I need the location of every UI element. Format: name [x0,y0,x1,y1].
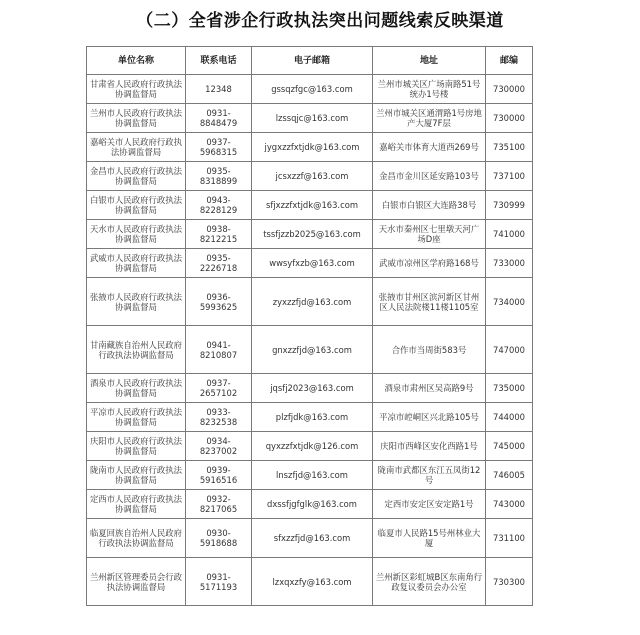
header-address: 地址 [373,47,486,75]
table-row [87,278,533,326]
phone-cell: 0937-2657102 [186,374,252,403]
address-cell: 兰州新区彩虹城B区东南角行政复议委员会办公室 [373,558,486,606]
header-email: 电子邮箱 [252,47,373,75]
unit-cell: 甘南藏族自治州人民政府行政执法协调监督局 [87,326,186,374]
header-phone: 联系电话 [186,47,252,75]
table-row [87,403,533,432]
postcode-cell: 731100 [486,519,533,558]
unit-cell: 武威市人民政府行政执法协调监督局 [87,249,186,278]
address-cell: 白银市白银区大连路38号 [373,191,486,220]
unit-cell: 陇南市人民政府行政执法协调监督局 [87,461,186,490]
contact-table [86,46,533,606]
table-row [87,162,533,191]
postcode-cell: 747000 [486,326,533,374]
table-row [87,461,533,490]
email-cell: lnszfjd@163.com [252,461,373,490]
email-cell: lzxqxzfy@163.com [252,558,373,606]
table-row [87,104,533,133]
unit-cell: 酒泉市人民政府行政执法协调监督局 [87,374,186,403]
table-row [87,326,533,374]
address-cell: 兰州市城关区广场南路51号统办1号楼 [373,75,486,104]
table-header-row [87,47,533,75]
phone-cell: 0935-2226718 [186,249,252,278]
phone-cell: 0938-8212215 [186,220,252,249]
unit-cell: 平凉市人民政府行政执法协调监督局 [87,403,186,432]
address-cell: 临夏市人民路15号州林业大厦 [373,519,486,558]
address-cell: 平凉市崆峒区兴北路105号 [373,403,486,432]
postcode-cell: 735000 [486,374,533,403]
postcode-cell: 730999 [486,191,533,220]
email-cell: plzfjdk@163.com [252,403,373,432]
postcode-cell: 741000 [486,220,533,249]
address-cell: 庆阳市西峰区安化西路1号 [373,432,486,461]
address-cell: 武威市凉州区学府路168号 [373,249,486,278]
unit-cell: 庆阳市人民政府行政执法协调监督局 [87,432,186,461]
address-cell: 兰州市城关区通渭路1号房地产大厦7F层 [373,104,486,133]
email-cell: tssfjzzb2025@163.com [252,220,373,249]
table-row [87,519,533,558]
address-cell: 张掖市甘州区滨河新区甘州区人民法院楼11楼1105室 [373,278,486,326]
address-cell: 金昌市金川区延安路103号 [373,162,486,191]
email-cell: sfjxzzfxtjdk@163.com [252,191,373,220]
unit-cell: 天水市人民政府行政执法协调监督局 [87,220,186,249]
header-postcode: 邮编 [486,47,533,75]
email-cell: zyxzzfjd@163.com [252,278,373,326]
table-row [87,490,533,519]
postcode-cell: 730300 [486,558,533,606]
email-cell: dxssfjgfglk@163.com [252,490,373,519]
postcode-cell: 737100 [486,162,533,191]
address-cell: 酒泉市肃州区吴高路9号 [373,374,486,403]
email-cell: gnxzzfjd@163.com [252,326,373,374]
email-cell: qyxzzfxtjdk@126.com [252,432,373,461]
unit-cell: 临夏回族自治州人民政府行政执法协调监督局 [87,519,186,558]
postcode-cell: 744000 [486,403,533,432]
email-cell: jygxzzfxtjdk@163.com [252,133,373,162]
phone-cell: 0935-8318899 [186,162,252,191]
phone-cell: 0931-5171193 [186,558,252,606]
table-row [87,249,533,278]
table-row [87,191,533,220]
unit-cell: 金昌市人民政府行政执法协调监督局 [87,162,186,191]
email-cell: sfxzzfjd@163.com [252,519,373,558]
address-cell: 定西市安定区安定路1号 [373,490,486,519]
postcode-cell: 745000 [486,432,533,461]
unit-cell: 张掖市人民政府行政执法协调监督局 [87,278,186,326]
header-unit: 单位名称 [87,47,186,75]
table-row [87,432,533,461]
address-cell: 合作市当周街583号 [373,326,486,374]
postcode-cell: 735100 [486,133,533,162]
phone-cell: 0931-8848479 [186,104,252,133]
table-row [87,220,533,249]
table-row [87,374,533,403]
phone-cell: 0937-5968315 [186,133,252,162]
phone-cell: 12348 [186,75,252,104]
phone-cell: 0943-8228129 [186,191,252,220]
phone-cell: 0932-8217065 [186,490,252,519]
address-cell: 陇南市武都区东江五凤街12号 [373,461,486,490]
phone-cell: 0934-8237002 [186,432,252,461]
table-row [87,558,533,606]
address-cell: 天水市秦州区七里墩天河广场D座 [373,220,486,249]
table-row [87,133,533,162]
unit-cell: 兰州新区管理委员会行政执法协调监督局 [87,558,186,606]
address-cell: 嘉峪关市体育大道西269号 [373,133,486,162]
unit-cell: 兰州市人民政府行政执法协调监督局 [87,104,186,133]
postcode-cell: 730000 [486,75,533,104]
table-row [87,75,533,104]
email-cell: gssqzfgc@163.com [252,75,373,104]
postcode-cell: 733000 [486,249,533,278]
phone-cell: 0936-5993625 [186,278,252,326]
phone-cell: 0941-8210807 [186,326,252,374]
unit-cell: 定西市人民政府行政执法协调监督局 [87,490,186,519]
phone-cell: 0930-5918688 [186,519,252,558]
unit-cell: 白银市人民政府行政执法协调监督局 [87,191,186,220]
unit-cell: 甘肃省人民政府行政执法协调监督局 [87,75,186,104]
postcode-cell: 734000 [486,278,533,326]
email-cell: jcsxzzf@163.com [252,162,373,191]
phone-cell: 0933-8232538 [186,403,252,432]
email-cell: jqsfj2023@163.com [252,374,373,403]
phone-cell: 0939-5916516 [186,461,252,490]
postcode-cell: 730000 [486,104,533,133]
email-cell: wwsyfxzb@163.com [252,249,373,278]
postcode-cell: 743000 [486,490,533,519]
email-cell: lzssqjc@163.com [252,104,373,133]
postcode-cell: 746005 [486,461,533,490]
page-title: （二）全省涉企行政执法突出问题线索反映渠道 [136,11,504,31]
unit-cell: 嘉峪关市人民政府行政执法协调监督局 [87,133,186,162]
